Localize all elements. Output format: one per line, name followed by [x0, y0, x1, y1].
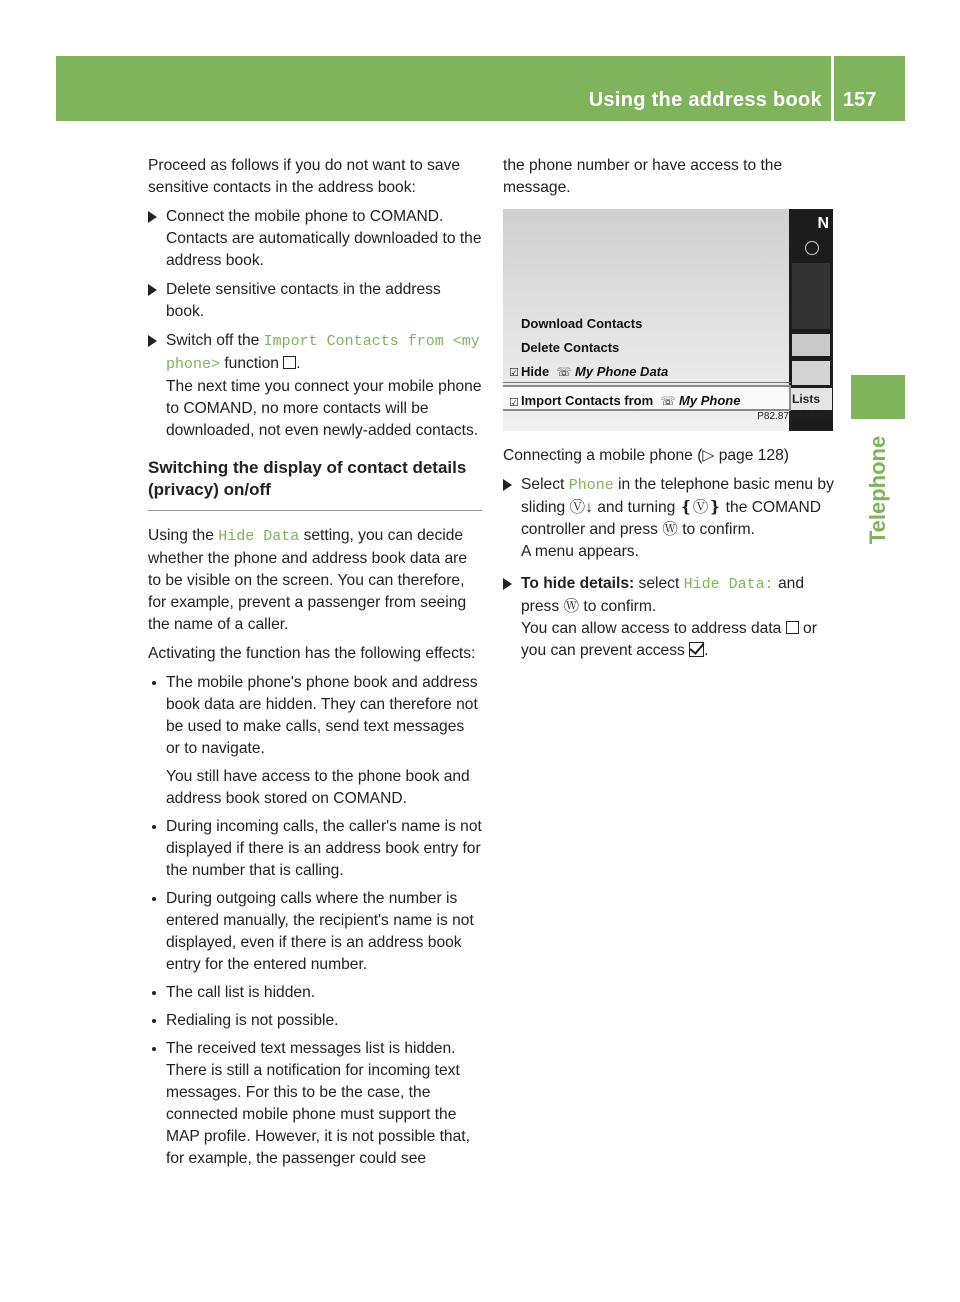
screen-tile: [792, 334, 830, 356]
instruction-step: [148, 279, 482, 323]
screen-tile: [792, 361, 830, 385]
menu-item-label: Import Contacts from: [521, 393, 654, 408]
step-text: and press Ⓦ to confirm.: [521, 575, 804, 615]
list-item-text: The received text messages list is hidden. There is still a notification for incoming text messages. For this to be the case, the connected mobile phone must support the MAP profile. However, it is not possible that, for example, the passenger could see: [166, 1040, 470, 1167]
menu-function-name: Import Contacts from <my phone>: [166, 333, 480, 373]
checkbox-checked-icon: ☑: [509, 397, 519, 409]
paragraph-text: Using the: [148, 527, 219, 544]
step-text: Switch off the: [166, 332, 264, 349]
list-item: [148, 982, 482, 1004]
step-note-text: .: [704, 642, 709, 659]
step-lead: To hide details:: [521, 575, 635, 592]
paragraph-text: setting, you can decide whether the phone and address book data are to be visible on the screen. You can therefore, for example, prevent a passenger from seeing the name of a caller.: [148, 527, 468, 633]
image-reference-code: P82.87-8378-31: [757, 411, 829, 422]
instruction-step: [148, 206, 482, 272]
checkbox-checked-icon: [689, 642, 704, 657]
right-column: [503, 155, 837, 669]
instruction-step: [148, 330, 482, 442]
paragraph: Activating the function has the following effects:: [148, 645, 476, 662]
intro-paragraph: Proceed as follows if you do not want to save sensitive contacts in the address book:: [148, 157, 461, 196]
step-note: A menu appears.: [521, 543, 639, 560]
paragraph: [148, 525, 482, 636]
step-text: select: [634, 575, 684, 592]
list-item-text: During incoming calls, the caller's name is not displayed if there is an address book entry for the number that is calling.: [166, 818, 482, 879]
instruction-step: [503, 474, 837, 563]
globe-icon: [805, 241, 819, 255]
header-separator: [831, 56, 834, 121]
phone-icon: ☏: [660, 394, 676, 408]
paragraph: the phone number or have access to the message.: [503, 157, 783, 196]
step-arrow-icon: [503, 578, 512, 590]
list-item: [148, 1010, 482, 1032]
image-caption: Connecting a mobile phone (▷ page 128): [503, 447, 789, 464]
step-text: function: [220, 355, 284, 372]
step-text: .: [296, 355, 301, 372]
list-item-text: The mobile phone's phone book and address book data are hidden. They can therefore not be used to make calls, send text messages or to navigate.: [166, 674, 478, 757]
menu-item-label: My Phone Data: [575, 364, 669, 379]
menu-item-import-contacts: [521, 390, 740, 412]
section-heading: Switching the display of contact details (privacy) on/off: [148, 457, 482, 511]
list-item-text: The call list is hidden.: [166, 984, 316, 1001]
chapter-label: Telephone: [865, 435, 890, 545]
step-note: [521, 618, 837, 662]
menu-item-label: Hide: [521, 364, 550, 379]
step-text: Connect the mobile phone to COMAND. Contacts are automatically downloaded to the address book.: [166, 208, 482, 269]
step-note-text: or you can prevent access: [521, 620, 817, 659]
list-item: [148, 1038, 482, 1170]
step-arrow-icon: [503, 479, 512, 491]
step-arrow-icon: [148, 335, 157, 347]
menu-function-name: Phone: [568, 477, 614, 494]
list-item: [148, 888, 482, 976]
step-arrow-icon: [148, 284, 157, 296]
bullet-icon: [152, 1019, 156, 1023]
list-item: [148, 816, 482, 882]
page-title: Using the address book: [588, 89, 822, 111]
menu-function-name: Hide Data: [218, 528, 300, 545]
list-item-note: You still have access to the phone book and address book stored on COMAND.: [166, 768, 470, 807]
menu-item-download-contacts: Download Contacts: [521, 316, 643, 331]
chapter-tab: [851, 375, 905, 419]
menu-item-delete-contacts: Delete Contacts: [521, 340, 620, 355]
step-text: Delete sensitive contacts in the address book.: [166, 281, 441, 320]
list-item: [148, 672, 482, 810]
bullet-icon: [152, 681, 156, 685]
step-note-text: You can allow access to address data: [521, 620, 786, 637]
checkbox-checked-icon: ☑: [509, 367, 519, 379]
menu-separator: [503, 382, 791, 383]
step-note: The next time you connect your mobile phone to COMAND, no more contacts will be downloaded, not even newly-added contacts.: [166, 378, 482, 439]
lists-softkey: Lists: [790, 388, 832, 410]
checkbox-empty-icon: [786, 621, 799, 634]
list-item-text: Redialing is not possible.: [166, 1012, 339, 1029]
page-number: 157: [843, 89, 877, 111]
bullet-icon: [152, 1047, 156, 1051]
menu-item-label: My Phone: [679, 393, 741, 408]
compass-indicator: N: [817, 215, 829, 232]
list-item-text: During outgoing calls where the number is entered manually, the recipient's name is not displayed, even if there is an address book entry for the entered number.: [166, 890, 474, 973]
bullet-icon: [152, 897, 156, 901]
step-text: in the telephone basic menu by sliding Ⓥ↓ and turning ❴Ⓥ❵ the COMAND controller and press Ⓦ to confirm.: [521, 476, 834, 538]
menu-function-name: Hide Data:: [683, 576, 774, 593]
step-arrow-icon: [148, 211, 157, 223]
screen-tile: [792, 263, 830, 329]
phone-icon: ☏: [556, 365, 572, 379]
menu-item-hide-phone-data: [521, 361, 668, 383]
checkbox-empty-icon: [283, 356, 296, 369]
step-text: Select: [521, 476, 569, 493]
left-column: [148, 155, 482, 1176]
comand-screen-image: [503, 209, 833, 431]
instruction-step: [503, 573, 837, 662]
bullet-icon: [152, 991, 156, 995]
bullet-icon: [152, 825, 156, 829]
